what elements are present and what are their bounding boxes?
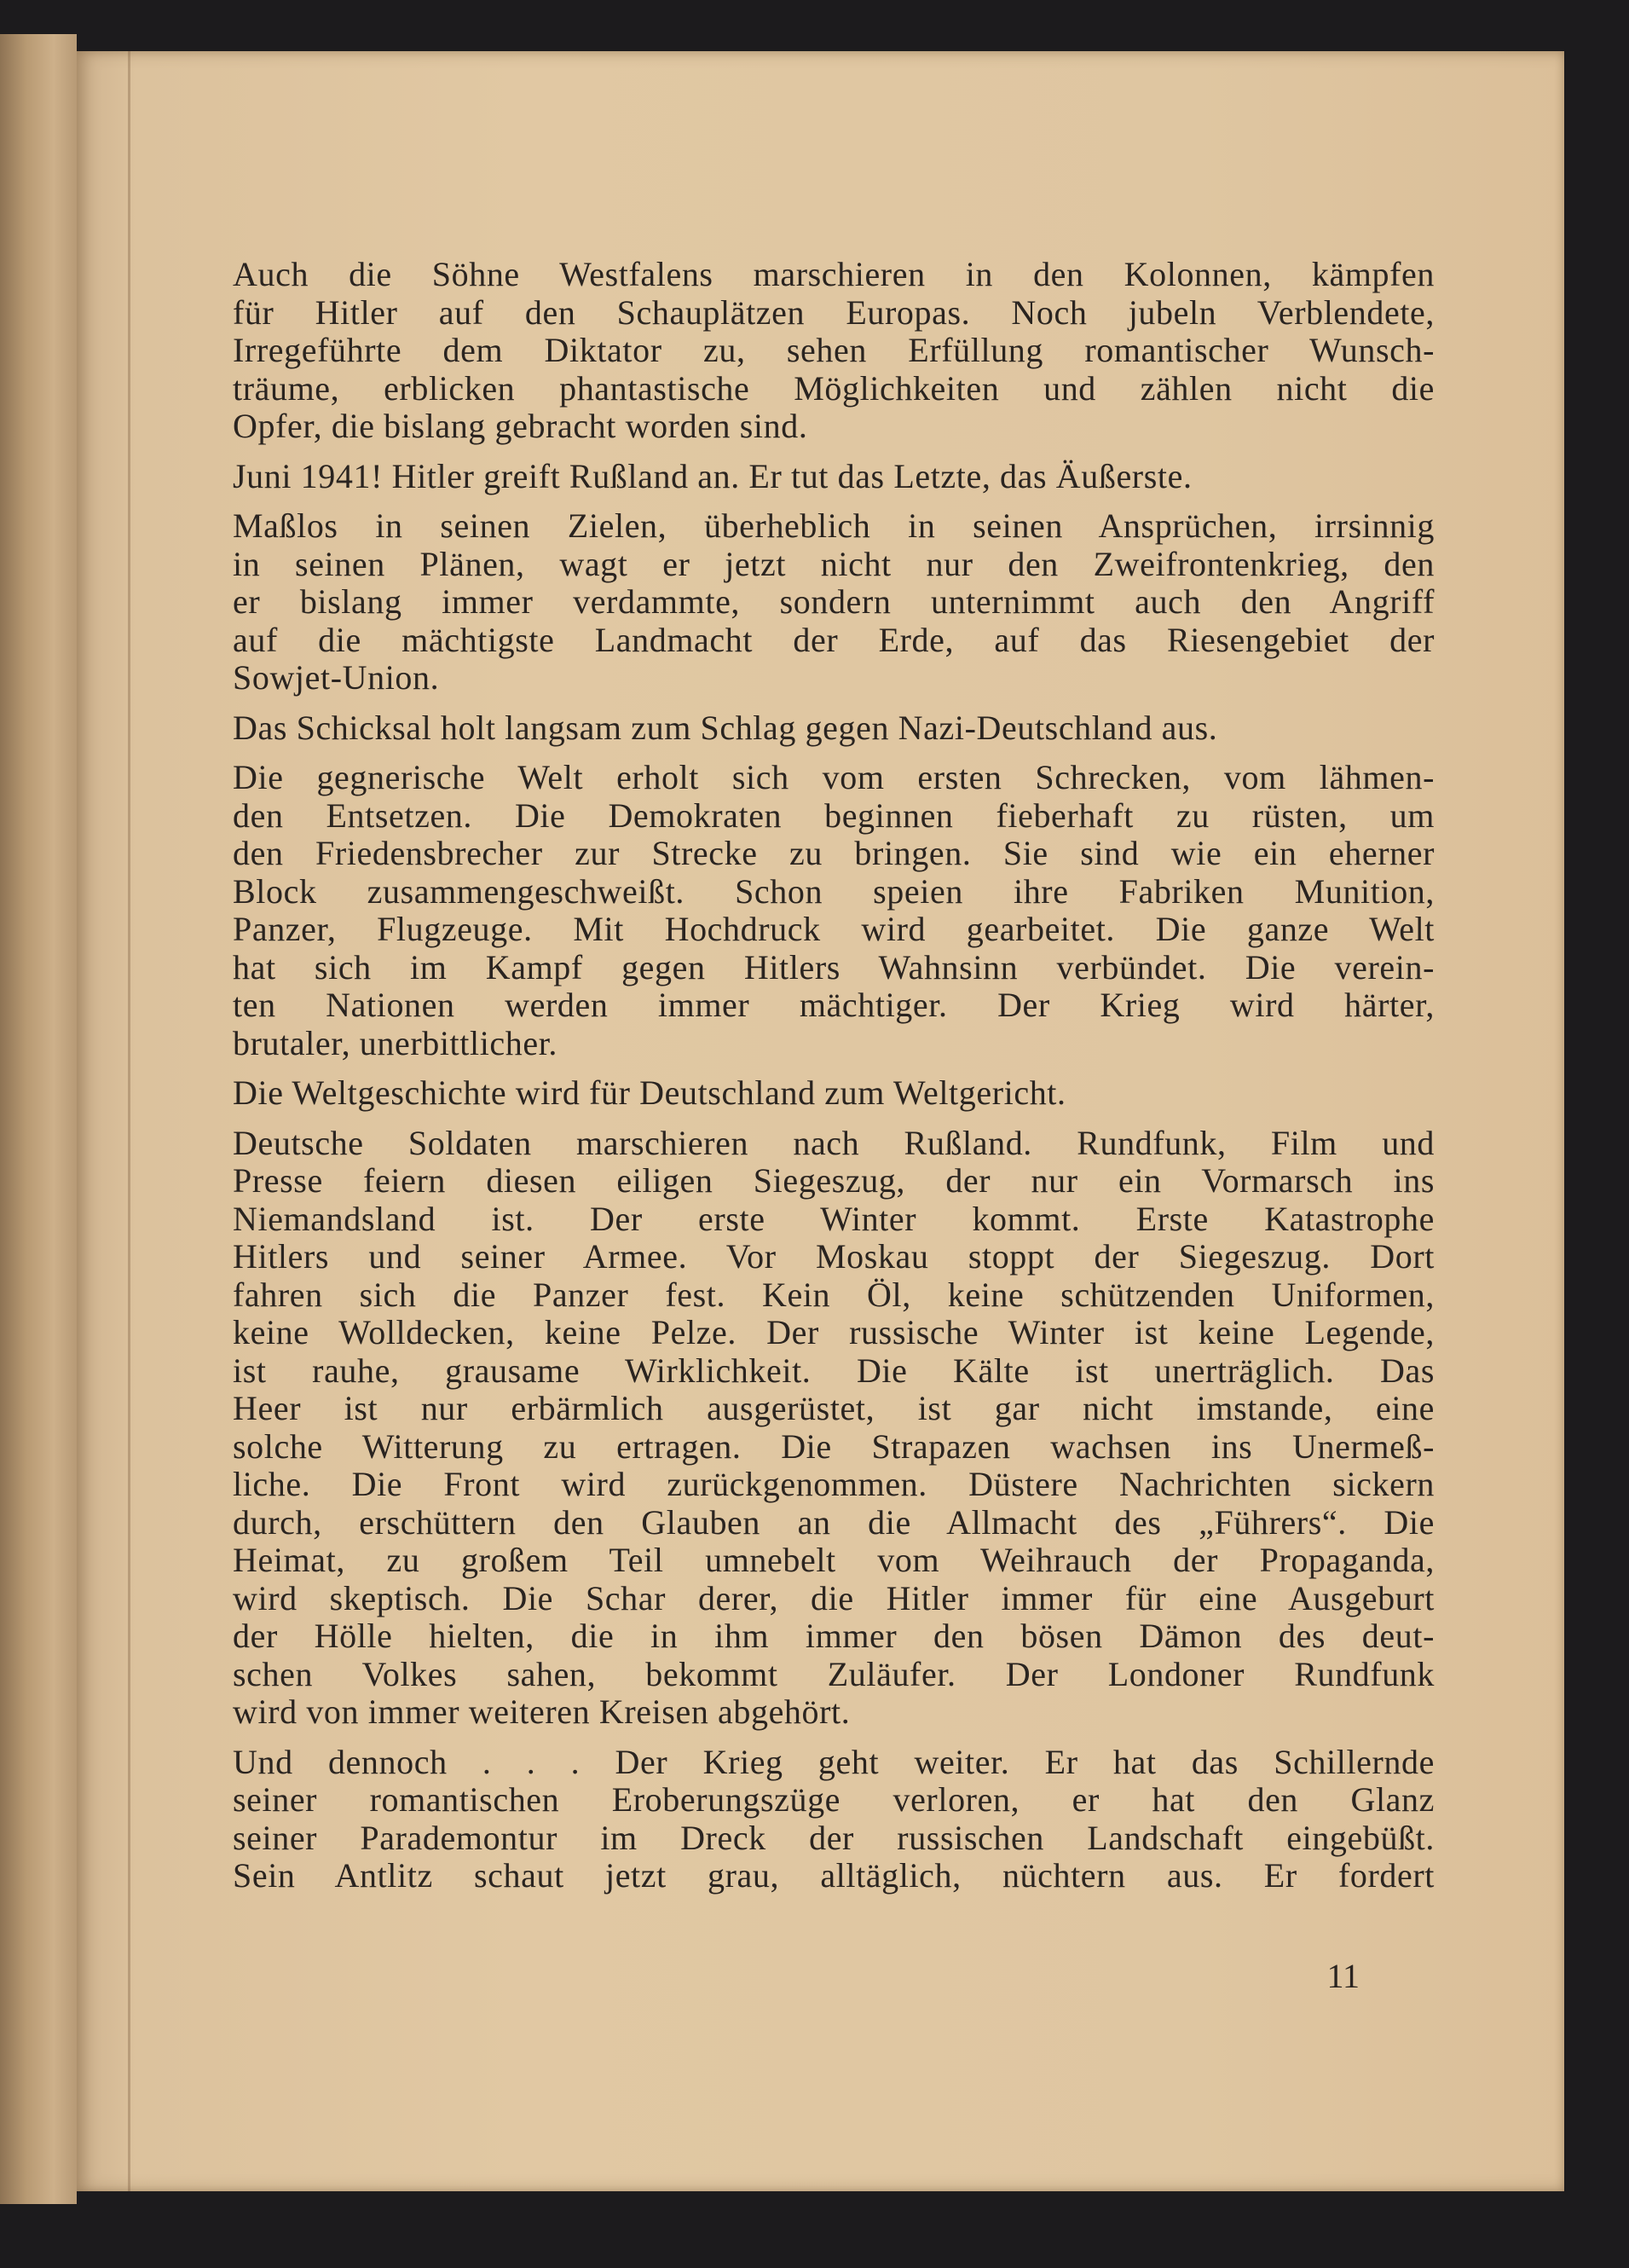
text-line: Die gegnerische Welt erholt sich vom ersten Schrecken, vom lähmen- (233, 758, 1435, 796)
text-line: Deutsche Soldaten marschieren nach Rußland. Rundfunk, Film und (233, 1123, 1435, 1162)
text-line: durch, erschüttern den Glauben an die Allmacht des „Führers“. Die (233, 1502, 1435, 1542)
paragraph (233, 458, 1435, 496)
text-line: Presse feiern diesen eiligen Siegeszug, der nur ein Vormarsch ins (233, 1161, 1435, 1200)
text-line: Opfer, die bislang gebracht worden sind. (233, 407, 808, 445)
text-line: für Hitler auf den Schauplätzen Europas. Noch jubeln Verblendete, (233, 292, 1435, 332)
text-line: wird von immer weiteren Kreisen abgehört. (233, 1692, 851, 1731)
paragraph (233, 1744, 1435, 1895)
text-line: der Hölle hielten, die in ihm immer den bösen Dämon des deut- (233, 1617, 1435, 1655)
page-number: 11 (1326, 1957, 1360, 1995)
text-line: Auch die Söhne Westfalens marschieren in den Kolonnen, kämpfen (233, 255, 1435, 293)
text-line: ist rauhe, grausame Wirklichkeit. Die Kälte ist unerträglich. Das (233, 1351, 1435, 1390)
text-line: Block zusammengeschweißt. Schon speien ihre Fabriken Munition, (233, 871, 1435, 911)
text-line: wird skeptisch. Die Schar derer, die Hitler immer für eine Ausgeburt (233, 1578, 1435, 1617)
text-line: Das Schicksal holt langsam zum Schlag gegen Nazi-Deutschland aus. (233, 708, 1218, 747)
text-line: fahren sich die Panzer fest. Kein Öl, keine schützenden Uniformen, (233, 1275, 1435, 1314)
paragraph (233, 256, 1435, 446)
text-line: den Entsetzen. Die Demokraten beginnen fieberhaft zu rüsten, um (233, 796, 1435, 835)
body-text (233, 256, 1435, 1907)
text-line: Die Weltgeschichte wird für Deutschland zum Weltgericht. (233, 1073, 1066, 1112)
text-line: Heimat, zu großem Teil umnebelt vom Weihrauch der Propaganda, (233, 1541, 1435, 1579)
text-line: den Friedensbrecher zur Strecke zu bringen. Sie sind wie ein eherner (233, 834, 1435, 872)
text-line: Heer ist nur erbärmlich ausgerüstet, ist gar nicht imstande, eine (233, 1389, 1435, 1427)
text-line: ten Nationen werden immer mächtiger. Der Krieg wird härter, (233, 986, 1435, 1024)
text-line: auf die mächtigste Landmacht der Erde, auf das Riesengebiet der (233, 620, 1435, 659)
paragraph (233, 709, 1435, 748)
text-line: Maßlos in seinen Zielen, überheblich in seinen Ansprüchen, irrsinnig (233, 506, 1435, 545)
text-line: seiner romantischen Eroberungszüge verloren, er hat den Glanz (233, 1780, 1435, 1819)
text-line: Hitlers und seiner Armee. Vor Moskau stoppt der Siegeszug. Dort (233, 1237, 1435, 1276)
left-page-edge (0, 34, 77, 2204)
paragraph (233, 507, 1435, 697)
text-line: in seinen Plänen, wagt er jetzt nicht nur den Zweifrontenkrieg, den (233, 544, 1435, 583)
text-line: keine Wolldecken, keine Pelze. Der russische Winter ist keine Legende, (233, 1313, 1435, 1351)
paragraph (233, 759, 1435, 1062)
text-line: hat sich im Kampf gegen Hitlers Wahnsinn verbündet. Die verein- (233, 947, 1435, 986)
text-line: Niemandsland ist. Der erste Winter kommt. Erste Katastrophe (233, 1199, 1435, 1238)
paragraph (233, 1125, 1435, 1732)
book-page (77, 51, 1564, 2191)
page-gutter-line (128, 51, 130, 2191)
text-line: Panzer, Flugzeuge. Mit Hochdruck wird gearbeitet. Die ganze Welt (233, 910, 1435, 948)
paragraph (233, 1074, 1435, 1113)
text-line: Sowjet-Union. (233, 658, 440, 697)
text-line: Sein Antlitz schaut jetzt grau, alltäglich, nüchtern aus. Er fordert (233, 1856, 1435, 1895)
text-line: Irregeführte dem Diktator zu, sehen Erfüllung romantischer Wunsch- (233, 331, 1435, 369)
text-line: seiner Parademontur im Dreck der russischen Landschaft eingebüßt. (233, 1818, 1435, 1857)
text-line: er bislang immer verdammte, sondern unternimmt auch den Angriff (233, 582, 1435, 621)
text-line: schen Volkes sahen, bekommt Zuläufer. Der Londoner Rundfunk (233, 1654, 1435, 1693)
text-line: solche Witterung zu ertragen. Die Strapazen wachsen ins Unermeß- (233, 1426, 1435, 1466)
text-line: brutaler, unerbittlicher. (233, 1023, 558, 1062)
text-line: Und dennoch . . . Der Krieg geht weiter. Er hat das Schillernde (233, 1742, 1435, 1781)
text-line: Juni 1941! Hitler greift Rußland an. Er tut das Letzte, das Äußerste. (233, 456, 1193, 495)
text-line: träume, erblicken phantastische Möglichkeiten und zählen nicht die (233, 368, 1435, 408)
text-line: liche. Die Front wird zurückgenommen. Düstere Nachrichten sickern (233, 1465, 1435, 1503)
